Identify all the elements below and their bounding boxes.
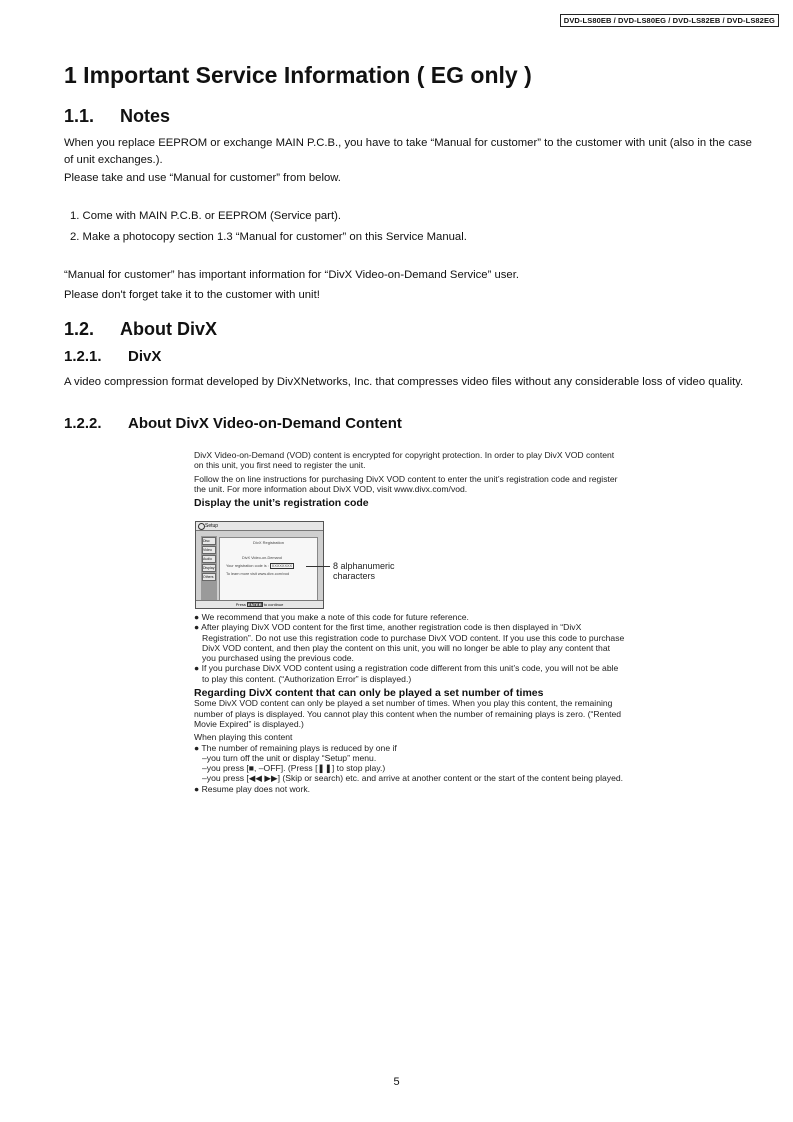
bullet-item: ● If you purchase DivX VOD content using a registration code different from this unit’s code, you will not be able to play this content. (“Authorization Error” is displayed.) [194, 663, 619, 684]
section-heading-about-divx [64, 319, 217, 340]
menu-item: Disc [202, 537, 216, 545]
section-number: 1.1. [64, 106, 95, 126]
code-callout [333, 561, 395, 581]
registration-code-label: Your registration code is : [226, 564, 269, 568]
callout-line-2: characters [333, 571, 376, 581]
notes-paragraph-4: Please don't forget take it to the customer with unit! [64, 289, 320, 301]
dash-item: –you press [◀◀ ▶▶] (Skip or search) etc. and arrive at another content or the start of the content being played. [202, 773, 624, 784]
section-number: 1.2. [64, 319, 95, 339]
when-playing: When playing this content [194, 732, 293, 743]
enter-key: ENTER [248, 602, 262, 607]
subsection-title: About DivX Video-on-Demand Content [128, 415, 402, 432]
vod-paragraph-2: Follow the on line instructions for purchasing DivX VOD content to enter the unit’s registration code and register the unit. For more information about DivX VOD, visit www.divx.com/vod. [194, 473, 618, 494]
panel-title: DivX Registration [253, 540, 284, 545]
callout-line [306, 566, 330, 567]
notes-list-item-2: 2. Make a photocopy section 1.3 “Manual for customer” on this Service Manual. [70, 231, 467, 243]
dash-item: –you turn off the unit or display “Setup” menu. [202, 752, 377, 763]
notes-list-item-1: 1. Come with MAIN P.C.B. or EEPROM (Service part). [70, 210, 341, 222]
footer-press: Press [235, 602, 246, 607]
registration-screen-illustration [195, 521, 324, 609]
display-code-heading: Display the unit’s registration code [194, 497, 369, 510]
vod-paragraph-1: DivX Video-on-Demand (VOD) content is encrypted for copyright protection. In order to play DivX VOD content on this unit, you first need to register the unit. [194, 450, 615, 471]
section-title: About DivX [120, 319, 217, 339]
notes-paragraph-3: “Manual for customer” has important information for “DivX Video-on-Demand Service” user. [64, 269, 519, 281]
screen-footer [196, 600, 323, 608]
setup-bar [196, 522, 323, 531]
panel-line-3: To learn more visit www.divx.com/vod [226, 572, 290, 576]
subsection-title: DivX [128, 348, 162, 365]
notes-paragraph-2: Please take and use “Manual for customer” from below. [64, 172, 341, 184]
model-header: DVD-LS80EB / DVD-LS80EG / DVD-LS82EB / DVD-LS82EG [560, 14, 779, 27]
panel-line-1: DivX Video-on-Demand [242, 556, 282, 560]
registration-panel [219, 537, 318, 602]
footer-continue: to continue [263, 602, 284, 607]
bullet-item: ● The number of remaining plays is reduced by one if [194, 742, 397, 753]
setup-icon [198, 523, 205, 530]
regarding-heading: Regarding DivX content that can only be played a set number of times [194, 687, 544, 700]
page-title: 1 Important Service Information ( EG only ) [64, 62, 532, 88]
registration-code: XXXXXXXX [271, 564, 293, 568]
page-number: 5 [393, 1076, 400, 1088]
menu-item: Audio [202, 555, 216, 563]
panel-line-2 [226, 564, 294, 568]
menu-item: Video [202, 546, 216, 554]
callout-line-1: 8 alphanumeric [333, 561, 395, 571]
regarding-text: Some DivX VOD content can only be played a set number of times. When you play this content, the remaining number of plays is displayed. You cannot play this content when the number of remaining plays is zero. (“Rented Movie Expired” is displayed.) [194, 698, 622, 729]
bullet-item: ● Resume play does not work. [194, 783, 311, 794]
setup-menu [201, 536, 217, 601]
subsection-number: 1.2.1. [64, 348, 102, 365]
notes-paragraph-1: When you replace EEPROM or exchange MAIN P.C.B., you have to take “Manual for customer” to the customer with unit (also in the case of unit exchanges.). [64, 137, 752, 166]
dash-item: –you press [■, –OFF]. (Press [❚❚] to stop play.) [202, 763, 386, 774]
bullet-item: ● We recommend that you make a note of this code for future reference. [194, 612, 469, 622]
vod-notes [194, 612, 626, 794]
subsection-number: 1.2.2. [64, 415, 102, 432]
section-heading-notes [64, 106, 170, 127]
bullet-item: ● After playing DivX VOD content for the first time, another registration code is then displayed in “DivX Registration”. Do not use this registration code to purchase DivX VOD content. If you use this code to purchase DivX VOD content, and then play the content on this unit, you will no longer be able to play any content that you purchased using the previous code. [194, 622, 625, 664]
setup-bar-label: Setup [205, 523, 219, 529]
divx-description: A video compression format developed by DivXNetworks, Inc. that compresses video files without any considerable loss of video quality. [64, 376, 744, 388]
menu-item: Others [202, 573, 216, 581]
section-title: Notes [120, 106, 171, 126]
subsection-heading-vod [64, 415, 402, 432]
subsection-heading-divx [64, 348, 161, 365]
menu-item: Display [203, 566, 215, 570]
vod-intro [194, 450, 626, 508]
